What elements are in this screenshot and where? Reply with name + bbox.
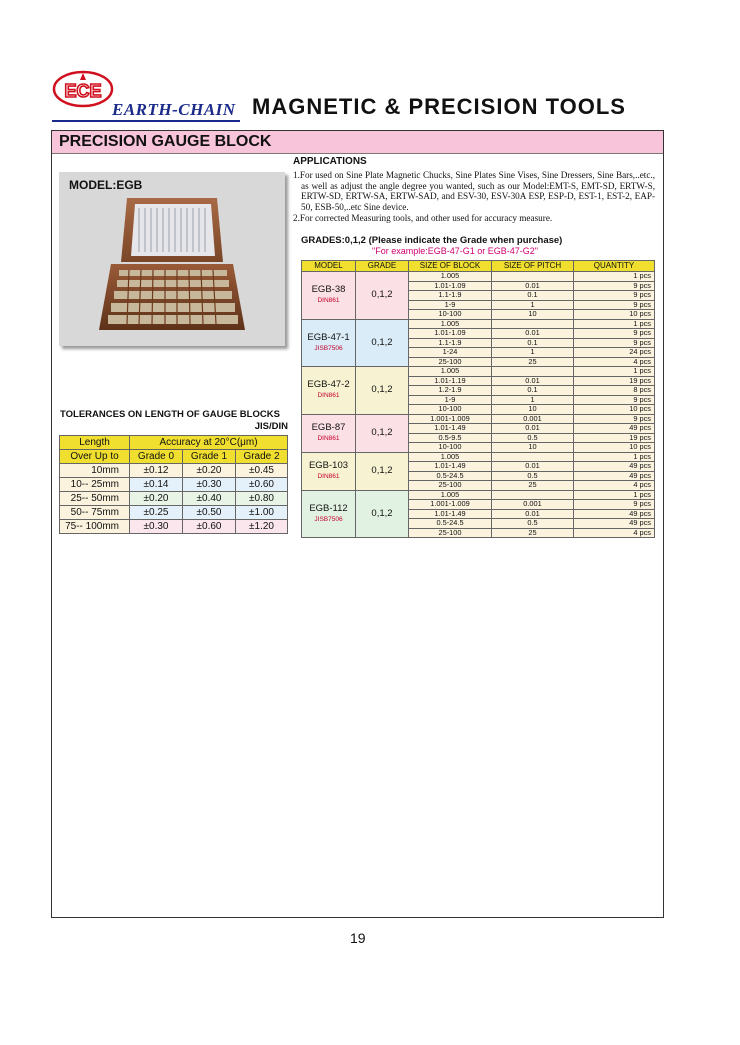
quantity-cell: 1 pcs — [574, 272, 655, 282]
size-of-pitch-cell: 10 — [492, 310, 574, 320]
col-header-size-of-block: SIZE OF BLOCK — [409, 261, 492, 272]
table-row — [60, 520, 288, 534]
grades-example: "For example:EGB-47-G1 or EGB-47-G2" — [372, 246, 538, 256]
size-of-block-cell: 1.1-1.9 — [409, 338, 492, 348]
quantity-cell: 49 pcs — [574, 462, 655, 472]
quantity-cell: 49 pcs — [574, 509, 655, 519]
page-number: 19 — [350, 930, 366, 946]
quantity-cell: 1 pcs — [574, 319, 655, 329]
size-of-pitch-cell — [492, 367, 574, 377]
col-header-grade-1: Grade 1 — [183, 450, 236, 464]
size-of-block-cell: 1-24 — [409, 348, 492, 358]
section-banner — [52, 131, 663, 154]
quantity-cell: 24 pcs — [574, 348, 655, 358]
model-standard: DIN861 — [317, 435, 340, 442]
size-of-block-cell: 1.005 — [409, 319, 492, 329]
quantity-cell: 9 pcs — [574, 329, 655, 339]
size-of-pitch-cell: 0.001 — [492, 500, 574, 510]
col-header-model: MODEL — [302, 261, 356, 272]
brand-underline — [52, 120, 240, 122]
size-of-pitch-cell — [492, 452, 574, 462]
size-of-pitch-cell: 0.01 — [492, 424, 574, 434]
grade-cell: 0,1,2 — [356, 452, 409, 490]
size-of-block-cell: 0.5-24.5 — [409, 519, 492, 529]
gauge-block-case-illustration — [59, 172, 285, 346]
table-header-row — [302, 261, 655, 272]
grade-0-cell: ±0.30 — [130, 520, 183, 534]
quantity-cell: 9 pcs — [574, 281, 655, 291]
size-of-block-cell: 1.01-1.09 — [409, 329, 492, 339]
quantity-cell: 49 pcs — [574, 519, 655, 529]
length-cell: 50-- 75mm — [60, 506, 130, 520]
section-title: PRECISION GAUGE BLOCK — [59, 133, 272, 150]
grade-cell: 0,1,2 — [356, 414, 409, 452]
size-of-block-cell: 1.005 — [409, 490, 492, 500]
col-header-length: Length — [60, 436, 130, 450]
size-of-pitch-cell: 25 — [492, 481, 574, 491]
model-label: MODEL:EGB — [69, 178, 143, 192]
table-row — [302, 414, 655, 424]
tolerances-table-body — [60, 464, 288, 534]
grade-1-cell: ±0.20 — [183, 464, 236, 478]
grade-2-cell: ±0.80 — [236, 492, 288, 506]
size-of-block-cell: 1.005 — [409, 367, 492, 377]
size-of-pitch-cell: 0.01 — [492, 281, 574, 291]
size-of-block-cell: 1.01-1.49 — [409, 509, 492, 519]
logo-letters: ECE — [64, 81, 102, 101]
size-of-pitch-cell: 0.01 — [492, 329, 574, 339]
model-name: EGB-103 — [308, 460, 349, 471]
quantity-cell: 9 pcs — [574, 500, 655, 510]
quantity-cell: 49 pcs — [574, 424, 655, 434]
grade-0-cell: ±0.25 — [130, 506, 183, 520]
size-of-pitch-cell — [492, 319, 574, 329]
model-standard: JISB7506 — [314, 515, 343, 523]
size-of-pitch-cell — [492, 490, 574, 500]
product-photo — [59, 172, 285, 346]
grade-1-cell: ±0.60 — [183, 520, 236, 534]
size-of-block-cell: 1-9 — [409, 395, 492, 405]
quantity-cell: 8 pcs — [574, 386, 655, 396]
quantity-cell: 10 pcs — [574, 405, 655, 415]
application-item: 2.For corrected Measuring tools, and other used for accuracy measure. — [293, 212, 553, 223]
gauge-block-sets-table — [301, 260, 655, 538]
size-of-block-cell: 1.01-1.19 — [409, 376, 492, 386]
size-of-pitch-cell: 0.001 — [492, 414, 574, 424]
size-of-pitch-cell: 1 — [492, 395, 574, 405]
size-of-block-cell: 10-100 — [409, 443, 492, 453]
quantity-cell: 1 pcs — [574, 452, 655, 462]
model-cell — [302, 452, 356, 490]
size-of-pitch-cell: 0.1 — [492, 291, 574, 301]
quantity-cell: 9 pcs — [574, 300, 655, 310]
table-row — [60, 478, 288, 492]
model-cell — [302, 272, 356, 320]
length-cell: 75-- 100mm — [60, 520, 130, 534]
page-header-title: MAGNETIC & PRECISION TOOLS — [252, 94, 626, 119]
length-cell: 10-- 25mm — [60, 478, 130, 492]
size-of-block-cell: 10-100 — [409, 310, 492, 320]
size-of-block-cell: 1.01-1.09 — [409, 281, 492, 291]
grade-cell: 0,1,2 — [356, 319, 409, 367]
model-name: EGB-112 — [309, 502, 348, 514]
size-of-pitch-cell: 0.01 — [492, 376, 574, 386]
quantity-cell: 49 pcs — [574, 471, 655, 481]
size-of-pitch-cell: 1 — [492, 348, 574, 358]
size-of-pitch-cell: 10 — [492, 405, 574, 415]
grade-cell: 0,1,2 — [356, 490, 409, 538]
quantity-cell: 9 pcs — [574, 338, 655, 348]
length-cell: 25-- 50mm — [60, 492, 130, 506]
size-of-block-cell: 25-100 — [409, 481, 492, 491]
table-row — [302, 490, 655, 500]
grades-note: GRADES:0,1,2 (Please indicate the Grade when purchase) — [301, 235, 563, 246]
col-header-size-of-pitch: SIZE OF PITCH — [492, 261, 574, 272]
model-cell — [302, 414, 356, 452]
model-name: EGB-38 — [311, 284, 346, 296]
grade-0-cell: ±0.12 — [130, 464, 183, 478]
model-name: EGB-47-2 — [307, 379, 350, 391]
size-of-pitch-cell: 0.1 — [492, 386, 574, 396]
quantity-cell: 9 pcs — [574, 291, 655, 301]
grade-2-cell: ±0.60 — [236, 478, 288, 492]
size-of-pitch-cell — [492, 272, 574, 282]
tolerances-standard: JIS/DIN — [254, 421, 288, 432]
tolerances-title-text: TOLERANCES ON LENGTH OF GAUGE BLOCKS — [60, 409, 280, 420]
grade-cell: 0,1,2 — [356, 272, 409, 320]
grade-2-cell: ±0.45 — [236, 464, 288, 478]
applications-heading: APPLICATIONS — [293, 156, 367, 167]
col-header-grade-0: Grade 0 — [130, 450, 183, 464]
size-of-pitch-cell: 0.5 — [492, 433, 574, 443]
col-header-accuracy: Accuracy at 20°C(μm) — [130, 436, 288, 450]
quantity-cell: 19 pcs — [574, 433, 655, 443]
applications-text — [293, 157, 655, 224]
quantity-cell: 1 pcs — [574, 490, 655, 500]
size-of-block-cell: 0.5-9.5 — [409, 433, 492, 443]
size-of-block-cell: 25-100 — [409, 357, 492, 367]
size-of-block-cell: 10-100 — [409, 405, 492, 415]
tolerances-title — [60, 409, 288, 432]
application-item: 1.For used on Sine Plate Magnetic Chucks, Sine Plates Sine Vises, Sine Dressers, Sine Bars,..etc., as well as adjust the angle degree you wanted, such as our Model:EMT-S, EMT-SD, ERTW-S, ERTW-SD, ERTW-SA, ERTW-SAD, and ESV-30, ESV-30A ESP, ESP-D, EST-1, EST-2, EAP-50, ESB-50,..etc Sine device. — [293, 169, 655, 213]
model-cell — [302, 367, 356, 415]
size-of-pitch-cell: 0.5 — [492, 471, 574, 481]
model-standard: DIN861 — [317, 473, 340, 480]
col-header-over-up-to: Over Up to — [60, 450, 130, 464]
size-of-pitch-cell: 0.01 — [492, 509, 574, 519]
spec-table-body — [302, 272, 655, 538]
grade-0-cell: ±0.14 — [130, 478, 183, 492]
size-of-block-cell: 1.005 — [409, 452, 492, 462]
table-header-row — [60, 436, 288, 450]
quantity-cell: 10 pcs — [574, 310, 655, 320]
model-cell — [302, 490, 356, 538]
quantity-cell: 10 pcs — [574, 443, 655, 453]
size-of-block-cell: 25-100 — [409, 528, 492, 538]
brand-name: EARTH-CHAIN — [112, 100, 236, 119]
size-of-block-cell: 1.01-1.49 — [409, 462, 492, 472]
quantity-cell: 4 pcs — [574, 357, 655, 367]
quantity-cell: 4 pcs — [574, 481, 655, 491]
quantity-cell: 19 pcs — [574, 376, 655, 386]
col-header-quantity: QUANTITY — [574, 261, 655, 272]
grade-1-cell: ±0.30 — [183, 478, 236, 492]
model-standard: JISB7506 — [314, 344, 343, 352]
size-of-pitch-cell: 0.1 — [492, 338, 574, 348]
size-of-block-cell: 1.001-1.009 — [409, 500, 492, 510]
grade-2-cell: ±1.00 — [236, 506, 288, 520]
size-of-block-cell: 1.1-1.9 — [409, 291, 492, 301]
table-row — [302, 319, 655, 329]
size-of-pitch-cell: 25 — [492, 357, 574, 367]
model-cell — [302, 319, 356, 367]
model-standard: DIN861 — [317, 297, 340, 305]
quantity-cell: 9 pcs — [574, 414, 655, 424]
size-of-pitch-cell: 0.5 — [492, 519, 574, 529]
table-row — [302, 452, 655, 462]
ece-logo — [52, 70, 114, 108]
length-cell: 10mm — [60, 464, 130, 478]
size-of-block-cell: 1.005 — [409, 272, 492, 282]
grade-2-cell: ±1.20 — [236, 520, 288, 534]
col-header-grade-2: Grade 2 — [236, 450, 288, 464]
quantity-cell: 9 pcs — [574, 395, 655, 405]
table-subheader-row — [60, 450, 288, 464]
size-of-block-cell: 0.5-24.5 — [409, 471, 492, 481]
table-row — [60, 506, 288, 520]
grade-cell: 0,1,2 — [356, 367, 409, 415]
table-row — [302, 367, 655, 377]
size-of-pitch-cell: 0.01 — [492, 462, 574, 472]
size-of-block-cell: 1-9 — [409, 300, 492, 310]
grade-1-cell: ±0.50 — [183, 506, 236, 520]
size-of-block-cell: 1.001-1.009 — [409, 414, 492, 424]
quantity-cell: 1 pcs — [574, 367, 655, 377]
model-name: EGB-47-1 — [307, 331, 350, 343]
model-name: EGB-87 — [311, 422, 346, 433]
size-of-block-cell: 1.01-1.49 — [409, 424, 492, 434]
grade-0-cell: ±0.20 — [130, 492, 183, 506]
tolerances-table — [59, 435, 288, 534]
model-standard: DIN861 — [317, 392, 340, 400]
quantity-cell: 4 pcs — [574, 528, 655, 538]
table-row — [302, 272, 655, 282]
grade-1-cell: ±0.40 — [183, 492, 236, 506]
col-header-grade: GRADE — [356, 261, 409, 272]
size-of-pitch-cell: 25 — [492, 528, 574, 538]
table-row — [60, 492, 288, 506]
table-row — [60, 464, 288, 478]
size-of-pitch-cell: 1 — [492, 300, 574, 310]
size-of-pitch-cell: 10 — [492, 443, 574, 453]
size-of-block-cell: 1.2-1.9 — [409, 386, 492, 396]
